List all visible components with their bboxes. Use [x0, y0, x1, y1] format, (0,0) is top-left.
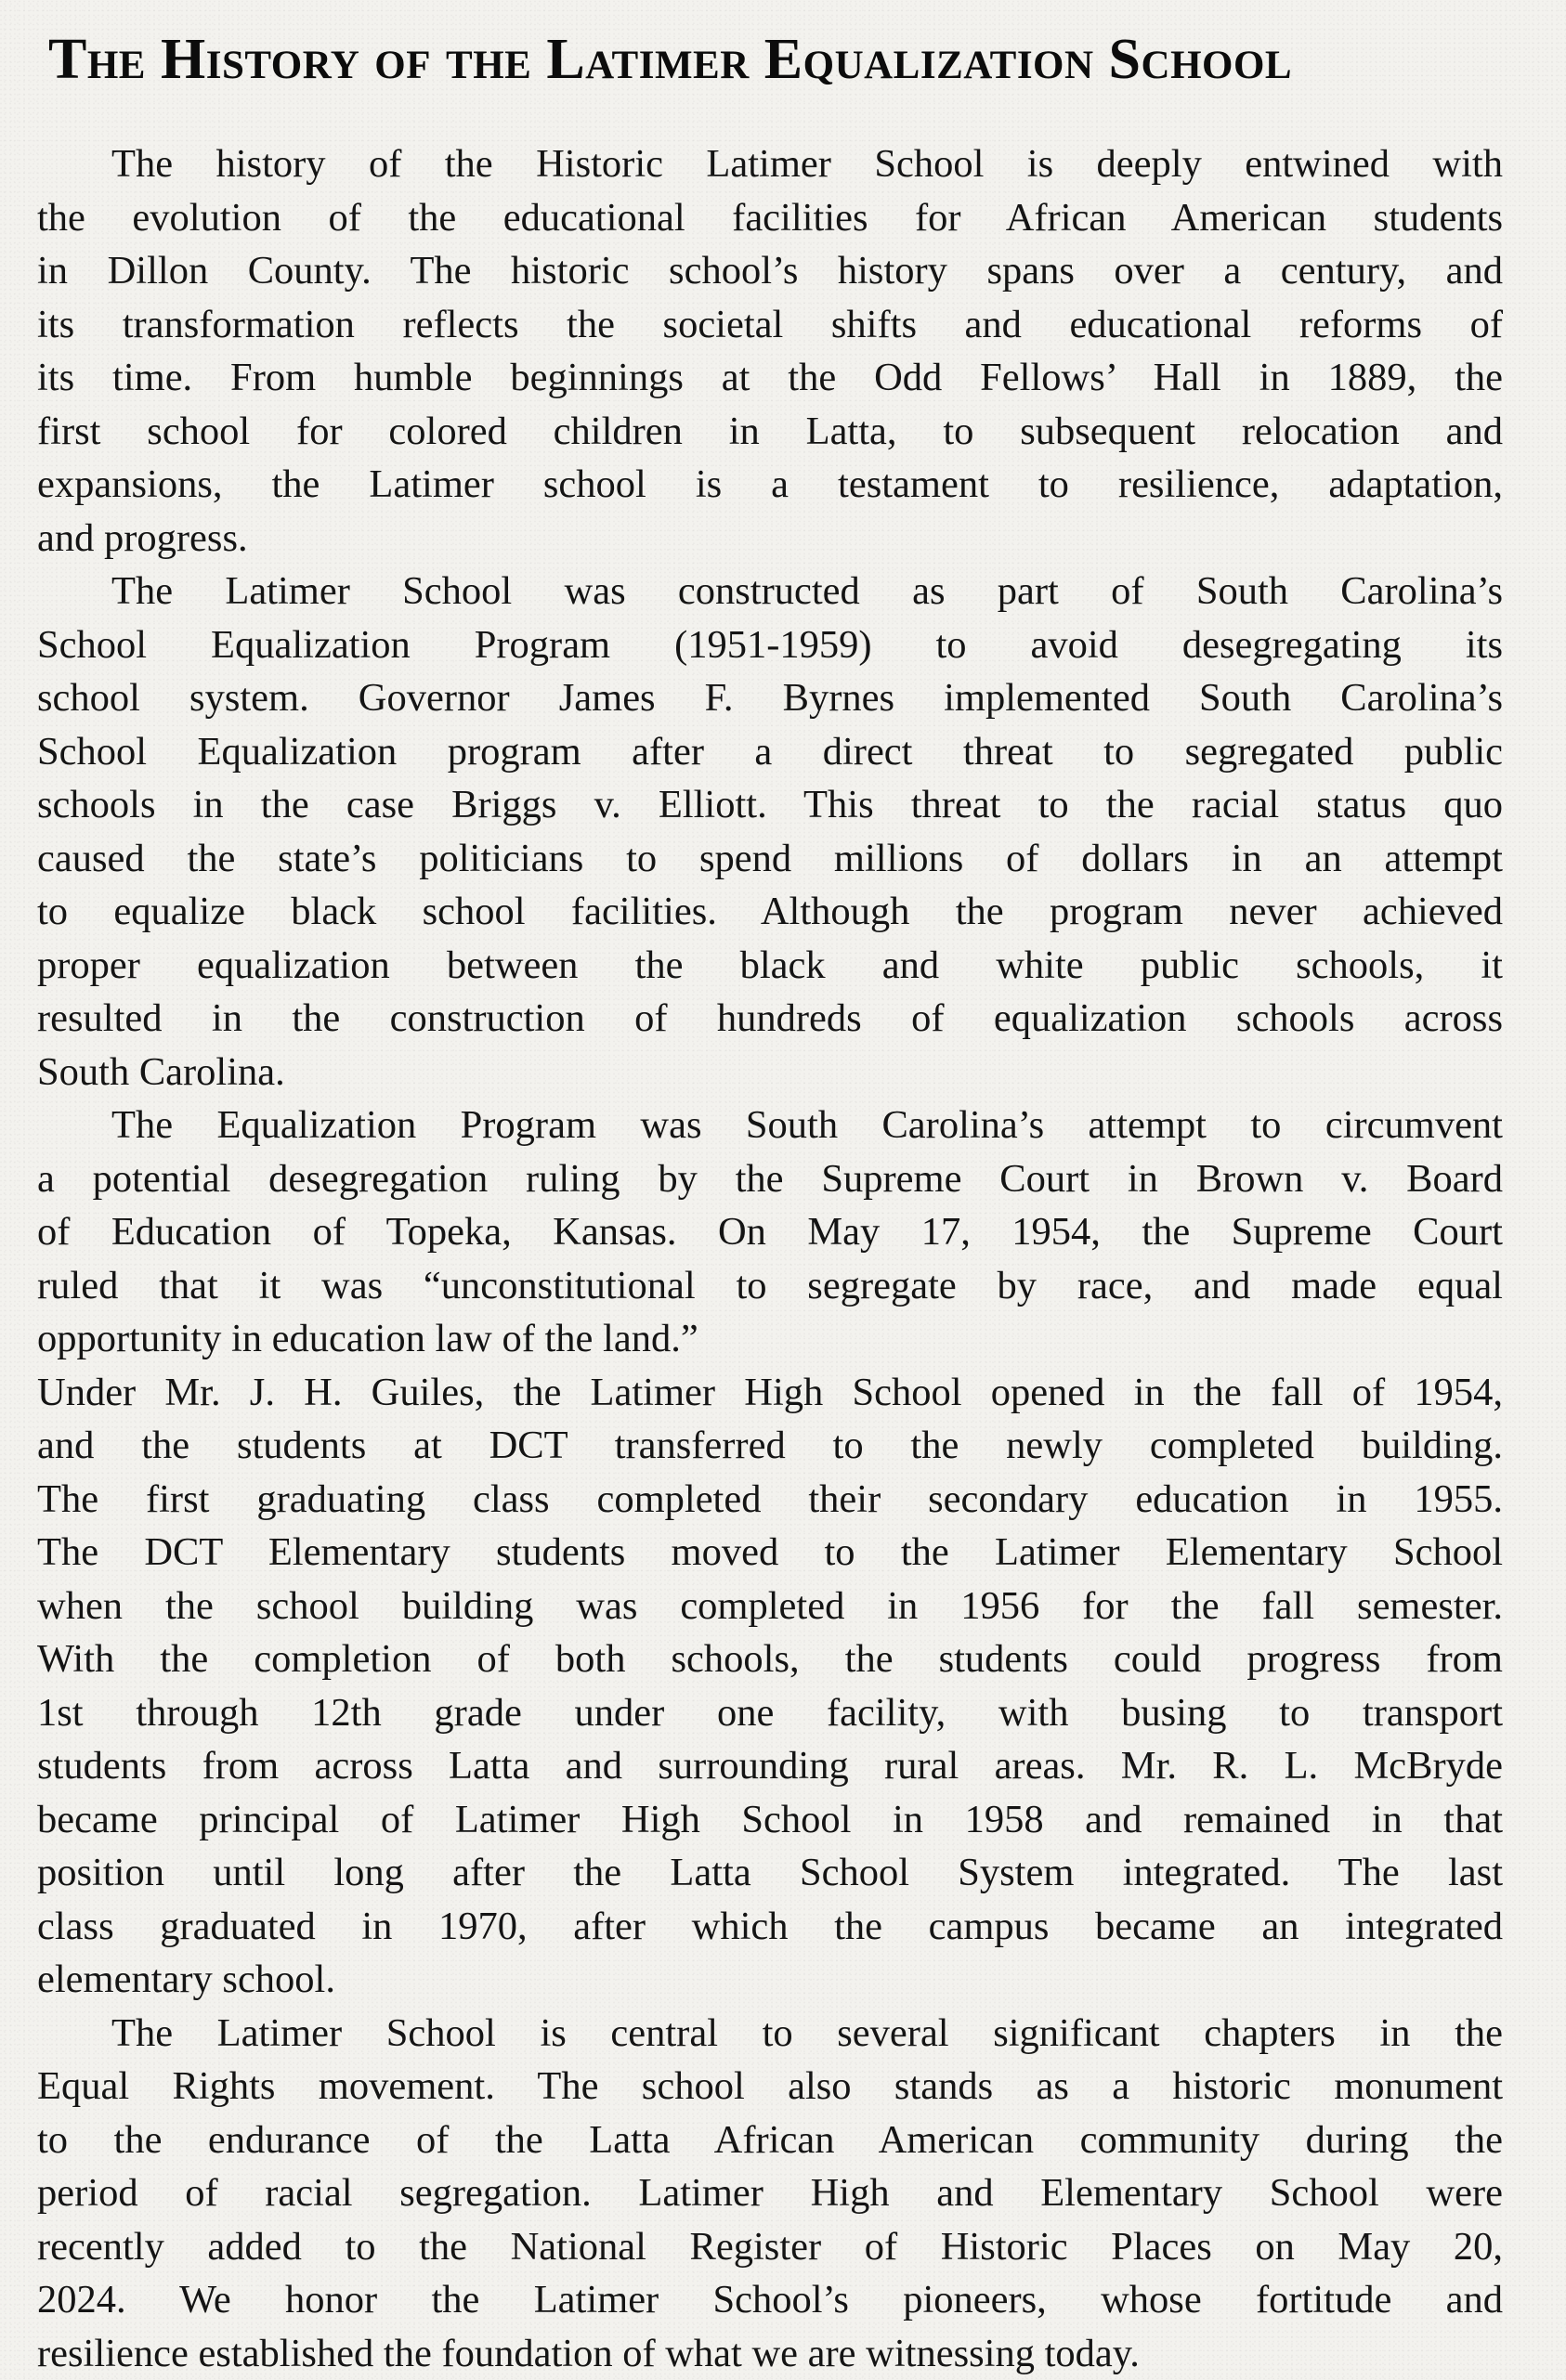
text-line: The Equalization Program was South Carolina’s attempt to circumvent	[37, 1099, 1503, 1152]
text-line: School Equalization program after a direct threat to segregated public	[37, 725, 1503, 779]
text-line: Equal Rights movement. The school also stands as a historic monument	[37, 2060, 1503, 2113]
text-line: 1st through 12th grade under one facility, with busing to transport	[37, 1686, 1503, 1740]
text-line: in Dillon County. The historic school’s history spans over a century, and	[37, 244, 1503, 298]
text-line: school system. Governor James F. Byrnes implemented South Carolina’s	[37, 671, 1503, 725]
text-line: opportunity in education law of the land.”	[37, 1312, 1503, 1366]
paragraph-4	[37, 1366, 1503, 2007]
text-line: a potential desegregation ruling by the Supreme Court in Brown v. Board	[37, 1152, 1503, 1206]
text-line: schools in the case Briggs v. Elliott. This threat to the racial status quo	[37, 778, 1503, 832]
text-line: Under Mr. J. H. Guiles, the Latimer High School opened in the fall of 1954,	[37, 1366, 1503, 1420]
text-line: The first graduating class completed their secondary education in 1955.	[37, 1473, 1503, 1527]
text-line: students from across Latta and surrounding rural areas. Mr. R. L. McBryde	[37, 1739, 1503, 1793]
text-line: With the completion of both schools, the students could progress from	[37, 1632, 1503, 1686]
text-line: recently added to the National Register of Historic Places on May 20,	[37, 2220, 1503, 2274]
text-line: the evolution of the educational facilities for African American students	[37, 191, 1503, 245]
text-line: The DCT Elementary students moved to the Latimer Elementary School	[37, 1526, 1503, 1580]
text-line: and the students at DCT transferred to the newly completed building.	[37, 1419, 1503, 1473]
paragraph-1	[37, 137, 1503, 565]
text-line: The Latimer School was constructed as part of South Carolina’s	[37, 565, 1503, 618]
text-line: ruled that it was “unconstitutional to segregate by race, and made equal	[37, 1259, 1503, 1313]
paragraph-5	[37, 2007, 1503, 2380]
text-line: class graduated in 1970, after which the campus became an integrated	[37, 1900, 1503, 1954]
text-line: to equalize black school facilities. Although the program never achieved	[37, 885, 1503, 939]
text-line: its time. From humble beginnings at the Odd Fellows’ Hall in 1889, the	[37, 351, 1503, 405]
text-line: expansions, the Latimer school is a testament to resilience, adaptation,	[37, 458, 1503, 512]
text-line: caused the state’s politicians to spend millions of dollars in an attempt	[37, 832, 1503, 886]
text-line: its transformation reflects the societal shifts and educational reforms of	[37, 298, 1503, 352]
text-line: South Carolina.	[37, 1046, 1503, 1099]
text-line: became principal of Latimer High School in 1958 and remained in that	[37, 1793, 1503, 1847]
paragraph-3	[37, 1099, 1503, 1366]
text-line: position until long after the Latta School System integrated. The last	[37, 1846, 1503, 1900]
text-line: proper equalization between the black and white public schools, it	[37, 939, 1503, 993]
text-line: when the school building was completed in 1956 for the fall semester.	[37, 1580, 1503, 1633]
document-body	[37, 137, 1503, 2380]
text-line: period of racial segregation. Latimer High and Elementary School were	[37, 2166, 1503, 2220]
text-line: The history of the Historic Latimer School is deeply entwined with	[37, 137, 1503, 191]
text-line: resulted in the construction of hundreds of equalization schools across	[37, 992, 1503, 1046]
paragraph-2	[37, 565, 1503, 1099]
text-line: to the endurance of the Latta African American community during the	[37, 2113, 1503, 2167]
text-line: elementary school.	[37, 1953, 1503, 2007]
text-line: first school for colored children in Latta, to subsequent relocation and	[37, 405, 1503, 459]
text-line: and progress.	[37, 512, 1503, 566]
document-title: The History of the Latimer Equalization School	[48, 26, 1479, 93]
text-line: resilience established the foundation of what we are witnessing today.	[37, 2327, 1503, 2380]
text-line: of Education of Topeka, Kansas. On May 17, 1954, the Supreme Court	[37, 1205, 1503, 1259]
text-line: The Latimer School is central to several significant chapters in the	[37, 2007, 1503, 2061]
text-line: School Equalization Program (1951-1959) to avoid desegregating its	[37, 618, 1503, 672]
text-line: 2024. We honor the Latimer School’s pioneers, whose fortitude and	[37, 2273, 1503, 2327]
